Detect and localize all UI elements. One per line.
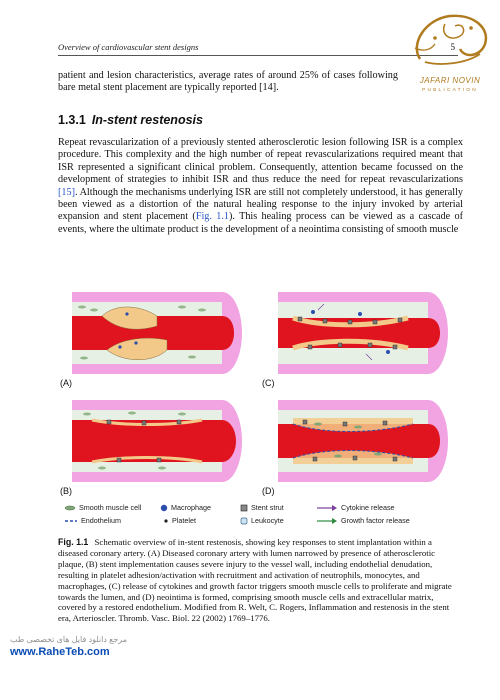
- growth-factor-arrow-icon: [316, 518, 338, 524]
- panel-label-a: (A): [60, 378, 72, 388]
- cytokine-arrow-icon: [316, 505, 338, 511]
- calligraphy-logo-icon: [405, 4, 495, 74]
- artery-panel-c: [278, 292, 448, 374]
- figure-link[interactable]: Fig. 1.1: [195, 211, 230, 223]
- legend-label: Smooth muscle cell: [79, 503, 142, 512]
- leukocyte-icon: [240, 517, 248, 525]
- legend-item: [316, 503, 395, 512]
- paragraph-text: Repeat revascularization of a previously stented atherosclerotic lesion following ISR is a complex procedure. This complexity and the high number of repeat revascularizations required meant that ISR represented a significant clinical problem. Consequently, attention became focussed on the development of strategies to inhibit ISR and thus reduce the need for repeat revascularizations: [58, 137, 463, 186]
- logo-brand-name: JAFARI NOVIN: [419, 76, 481, 85]
- watermark-persian-text: مرجع دانلود فایل های تخصصی طب: [10, 635, 127, 644]
- artery-panel-b: [72, 400, 242, 482]
- legend-label: Cytokine release: [341, 503, 395, 512]
- paragraph-text: . Although the mechanisms underlying ISR are still not completely understood, it has generally been viewed as a distortion of the natural healing response to the injury invoked by arterial expansion and stent placement (: [58, 186, 463, 223]
- panel-label-b: (B): [60, 486, 72, 496]
- panel-label-d: (D): [262, 486, 275, 496]
- legend-item: [240, 516, 284, 525]
- artery-panel-a: [72, 292, 242, 374]
- publisher-logo: [405, 4, 495, 110]
- header-rule: [58, 55, 458, 56]
- running-head-title: Overview of cardiovascular stent designs: [58, 42, 199, 52]
- section-title: In-stent restenosis: [91, 113, 203, 127]
- legend-label: Stent strut: [251, 503, 284, 512]
- legend-item: [160, 503, 211, 512]
- artery-panel-d: [278, 400, 448, 482]
- platelet-icon: [163, 518, 169, 524]
- site-watermark: [10, 635, 170, 658]
- legend-item: [64, 503, 141, 512]
- macrophage-icon: [160, 504, 168, 512]
- endothelium-icon: [64, 518, 78, 524]
- legend-label: Leukocyte: [251, 516, 284, 525]
- legend-label: Growth factor release: [341, 516, 410, 525]
- artery-figure: [60, 292, 460, 497]
- paragraph-text: ). This healing process can be viewed as a cascade of events, where the ultimate product is the development of a neointima consisting of smooth muscle: [58, 211, 463, 235]
- legend-label: Macrophage: [171, 503, 211, 512]
- panel-label-c: (C): [262, 378, 275, 388]
- watermark-url[interactable]: www.RaheTeb.com: [10, 646, 110, 658]
- citation-link[interactable]: [15]: [58, 186, 75, 198]
- figure-legend: [64, 503, 464, 529]
- logo-sub-name: PUBLICATION: [422, 88, 478, 93]
- page-number: 5: [450, 42, 455, 52]
- smooth-muscle-cell-icon: [64, 505, 76, 511]
- section-heading: [58, 113, 203, 127]
- caption-text: Schematic overview of in-stent restenosis, showing key responses to stent implantation within a diseased coronary artery. (A) Diseased coronary artery with lumen narrowed by presence of atherosclerotic plaque, (B) stent implementation causes severe injury to the vessel wall, including endothelial denudation, resulting in platelet adhesion/activation with recruitment and activation of neutrophils, monocytes, and macrophages, (C) release of cytokines and growth factor triggers smooth muscle cells to proliferate and migrate towards the lumen, and (D) neointima is formed, comprising smooth muscle cells and extracellular matrix, covered by a restored endothelium.: [58, 537, 452, 613]
- legend-item: [240, 503, 284, 512]
- caption-source: Modified from R. Welt, C. Rogers, Inflammation and restenosis in the stent era, Arterioscler. Thromb. Vasc. Biol. 22 (2002) 1769–1776.: [58, 602, 450, 624]
- legend-label: Platelet: [172, 516, 196, 525]
- caption-figure-label: Fig. 1.1: [58, 537, 89, 547]
- section-number: 1.3.1: [58, 113, 86, 127]
- legend-item: [64, 516, 121, 525]
- legend-label: Endothelium: [81, 516, 121, 525]
- figure-caption: [58, 537, 458, 624]
- paragraph-isr: [58, 137, 463, 236]
- paragraph-intro: patient and lesion characteristics, average rates of around 25% of cases following bare metal stent placement are typically reported [14].: [58, 70, 398, 94]
- legend-item: [316, 516, 410, 525]
- legend-item: [163, 516, 196, 525]
- stent-strut-icon: [240, 504, 248, 512]
